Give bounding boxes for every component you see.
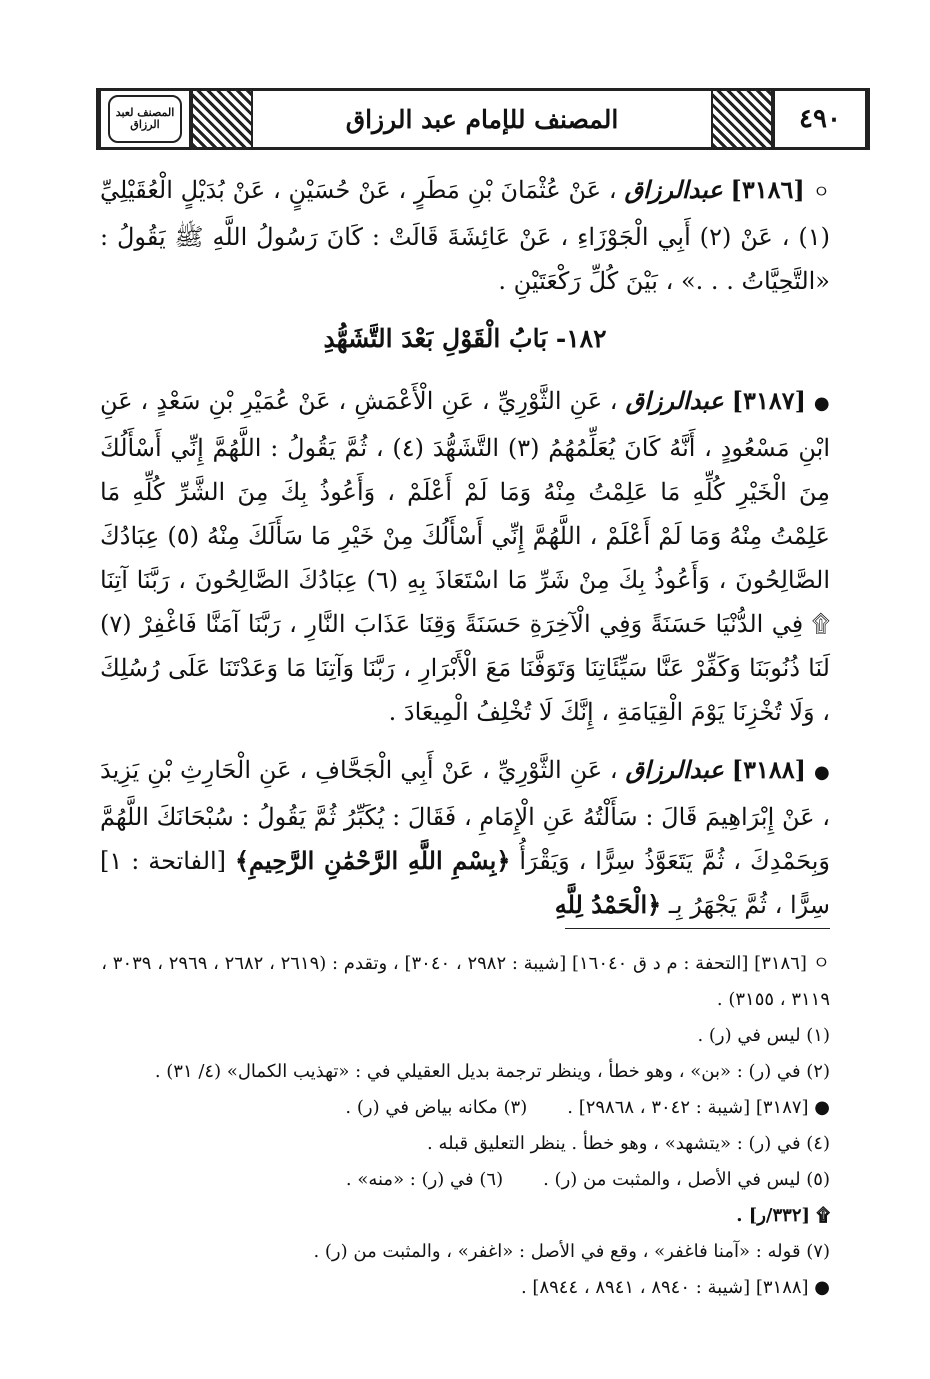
quran-quote-2: ﴿الْحَمْدُ لِلَّهِ — [554, 890, 662, 919]
header-title: المصنف للإمام عبد الرزاق — [345, 104, 619, 134]
entry-author: عبدالرزاق — [624, 175, 723, 204]
entry-id: [٣١٨٧] — [731, 386, 806, 415]
entry-author: عبدالرزاق — [625, 386, 724, 415]
page-number: ٤٩٠ — [773, 91, 867, 147]
entry-marker: ● — [813, 393, 830, 414]
footnote-3: (٣) مكانه بياض في (ر) . — [345, 1097, 528, 1118]
header-ornament-right — [711, 91, 773, 147]
entry-3188 — [100, 748, 830, 927]
entry-id: [٣١٨٦] — [730, 175, 805, 204]
quran-reference: [الفاتحة : ١] — [100, 847, 227, 875]
footnote-source-3188: ● [٣١٨٨] [شيبة : ٨٩٤٠ ، ٨٩٤١ ، ٨٩٤٤] . — [520, 1277, 830, 1298]
footnote-source-3186: ㅇ [٣١٨٦] [التحفة : م د ق ١٦٠٤٠] [شيبة : ٢٩٨٢ ، ٣٠٤٠] ، وتقدم : (٢٦١٩ ، ٢٦٨٢ ، ٢٩٦٩ ، ٣٠٣٩ ، ٣١١٩ ، ٣١٥٥) . — [101, 953, 830, 1010]
footnote-5: (٥) ليس في الأصل ، والمثبت من (ر) . — [543, 1169, 830, 1190]
entry-3186 — [100, 168, 830, 303]
entry-marker: ㅇ — [812, 182, 830, 203]
footnote-row — [100, 1090, 830, 1126]
footnote-4: (٤) في (ر) : «يتشهد» ، وهو خطأ . ينظر التعليق قبله . — [427, 1133, 830, 1154]
entry-text: ، عَنْ عُثْمَانَ بْنِ مَطَرٍ ، عَنْ حُسَيْنٍ ، عَنْ بُدَيْلٍ الْعُقَيْلِيِّ (١) ، عَنْ (٢) أَبِي الْجَوْزَاءِ ، عَنْ عَائِشَةَ قَالَتْ : كَانَ رَسُولُ اللَّهِ ﷺ يَقُولُ : «التَّحِيَّاتُ . . .» ، بَيْنَ كُلِّ رَكْعَتَيْنِ . — [100, 176, 831, 295]
book-badge — [99, 91, 191, 147]
entry-marker: ● — [813, 762, 830, 783]
entry-tail: سِرًّا ، ثُمَّ يَجْهَرُ بِـ — [668, 891, 830, 919]
footnote-divider — [565, 928, 830, 929]
footnote-row — [100, 1162, 830, 1198]
main-text — [100, 168, 830, 941]
header-ornament-left — [191, 91, 253, 147]
book-badge-label: المصنف لعبد الرزاق — [108, 95, 182, 143]
footnotes — [100, 946, 830, 1306]
entry-3187 — [100, 379, 830, 734]
footnote-7: (٧) قوله : «آمنا فاغفر» ، وقع في الأصل : «اغفر» ، والمثبت من (ر) . — [313, 1241, 830, 1262]
entry-id: [٣١٨٨] — [731, 755, 807, 784]
entry-text: ، عَنِ الثَّوْرِيِّ ، عَنْ أَبِي الْجَحَّافِ ، عَنِ الْحَارِثِ بْنِ يَزِيدَ ، عَنْ إِبْرَاهِيمَ قَالَ : سَأَلْتُهُ عَنِ الْإِمَامِ ، فَقَالَ : يُكَبِّرُ ثُمَّ يَقُولُ : سُبْحَانَكَ اللَّهُمَّ وَبِحَمْدِكَ ، ثُمَّ يَتَعَوَّذُ سِرًّا ، وَيَقْرَأُ — [100, 756, 830, 875]
footnote-source-3187: ● [٣١٨٧] [شيبة : ٣٠٤٢ ، ٢٩٨٦٨] . — [567, 1097, 830, 1118]
entry-text: ، عَنِ الثَّوْرِيِّ ، عَنِ الْأَعْمَشِ ، عَنْ عُمَيْرِ بْنِ سَعْدٍ ، عَنِ ابْنِ مَسْعُودٍ ، أَنَّهُ كَانَ يُعَلِّمُهُمُ (٣) التَّشَهُّدَ (٤) ، ثُمَّ يَقُولُ : اللَّهُمَّ إِنِّي أَسْأَلُكَ مِنَ الْخَيْرِ كُلِّهِ مَا عَلِمْتُ مِنْهُ وَمَا لَمْ أَعْلَمْ ، وَأَعُوذُ بِكَ مِنَ الشَّرِّ كُلِّهِ مَا عَلِمْتُ مِنْهُ وَمَا لَمْ أَعْلَمْ ، اللَّهُمَّ إِنِّي أَسْأَلُكَ مِنْ خَيْرِ مَا سَأَلَكَ مِنْهُ (٥) عِبَادُكَ الصَّالِحُونَ ، وَأَعُوذُ بِكَ مِنْ شَرِّ مَا اسْتَعَاذَ بِهِ (٦) عِبَادُكَ الصَّالِحُونَ ، رَبَّنَا آتِنَا ۩ فِي الدُّنْيَا حَسَنَةً وَفِي الْآخِرَةِ حَسَنَةً وَقِنَا عَذَابَ النَّارِ ، رَبَّنَا آمَنَّا فَاغْفِرْ (٧) لَنَا ذُنُوبَنَا وَكَفِّرْ عَنَّا سَيِّئَاتِنَا وَتَوَفَّنَا مَعَ الْأَبْرَارِ ، رَبَّنَا وَآتِنَا مَا وَعَدْتَنَا عَلَى رُسُلِكَ ، وَلَا تُخْزِنَا يَوْمَ الْقِيَامَةِ ، إِنَّكَ لَا تُخْلِفُ الْمِيعَادَ . — [100, 387, 831, 726]
folio-reference: ۩ [٣٣٢/ر] . — [736, 1205, 830, 1226]
footnote-2: (٢) في (ر) : «بن» ، وهو خطأ ، وينظر ترجمة بديل العقيلي في : «تهذيب الكمال» (٤/ ٣١) . — [154, 1061, 830, 1082]
footnote-6: (٦) في (ر) : «منه» . — [345, 1169, 504, 1190]
page-header — [96, 88, 870, 150]
entry-author: عبدالرزاق — [625, 755, 724, 784]
quran-quote: ﴿بِسْمِ اللَّهِ الرَّحْمَٰنِ الرَّحِيمِ﴾ — [234, 846, 511, 875]
chapter-heading: ١٨٢- بَابُ الْقَوْلِ بَعْدَ التَّشَهُّدِ — [323, 324, 607, 353]
footnote-1: (١) ليس في (ر) . — [697, 1025, 830, 1046]
